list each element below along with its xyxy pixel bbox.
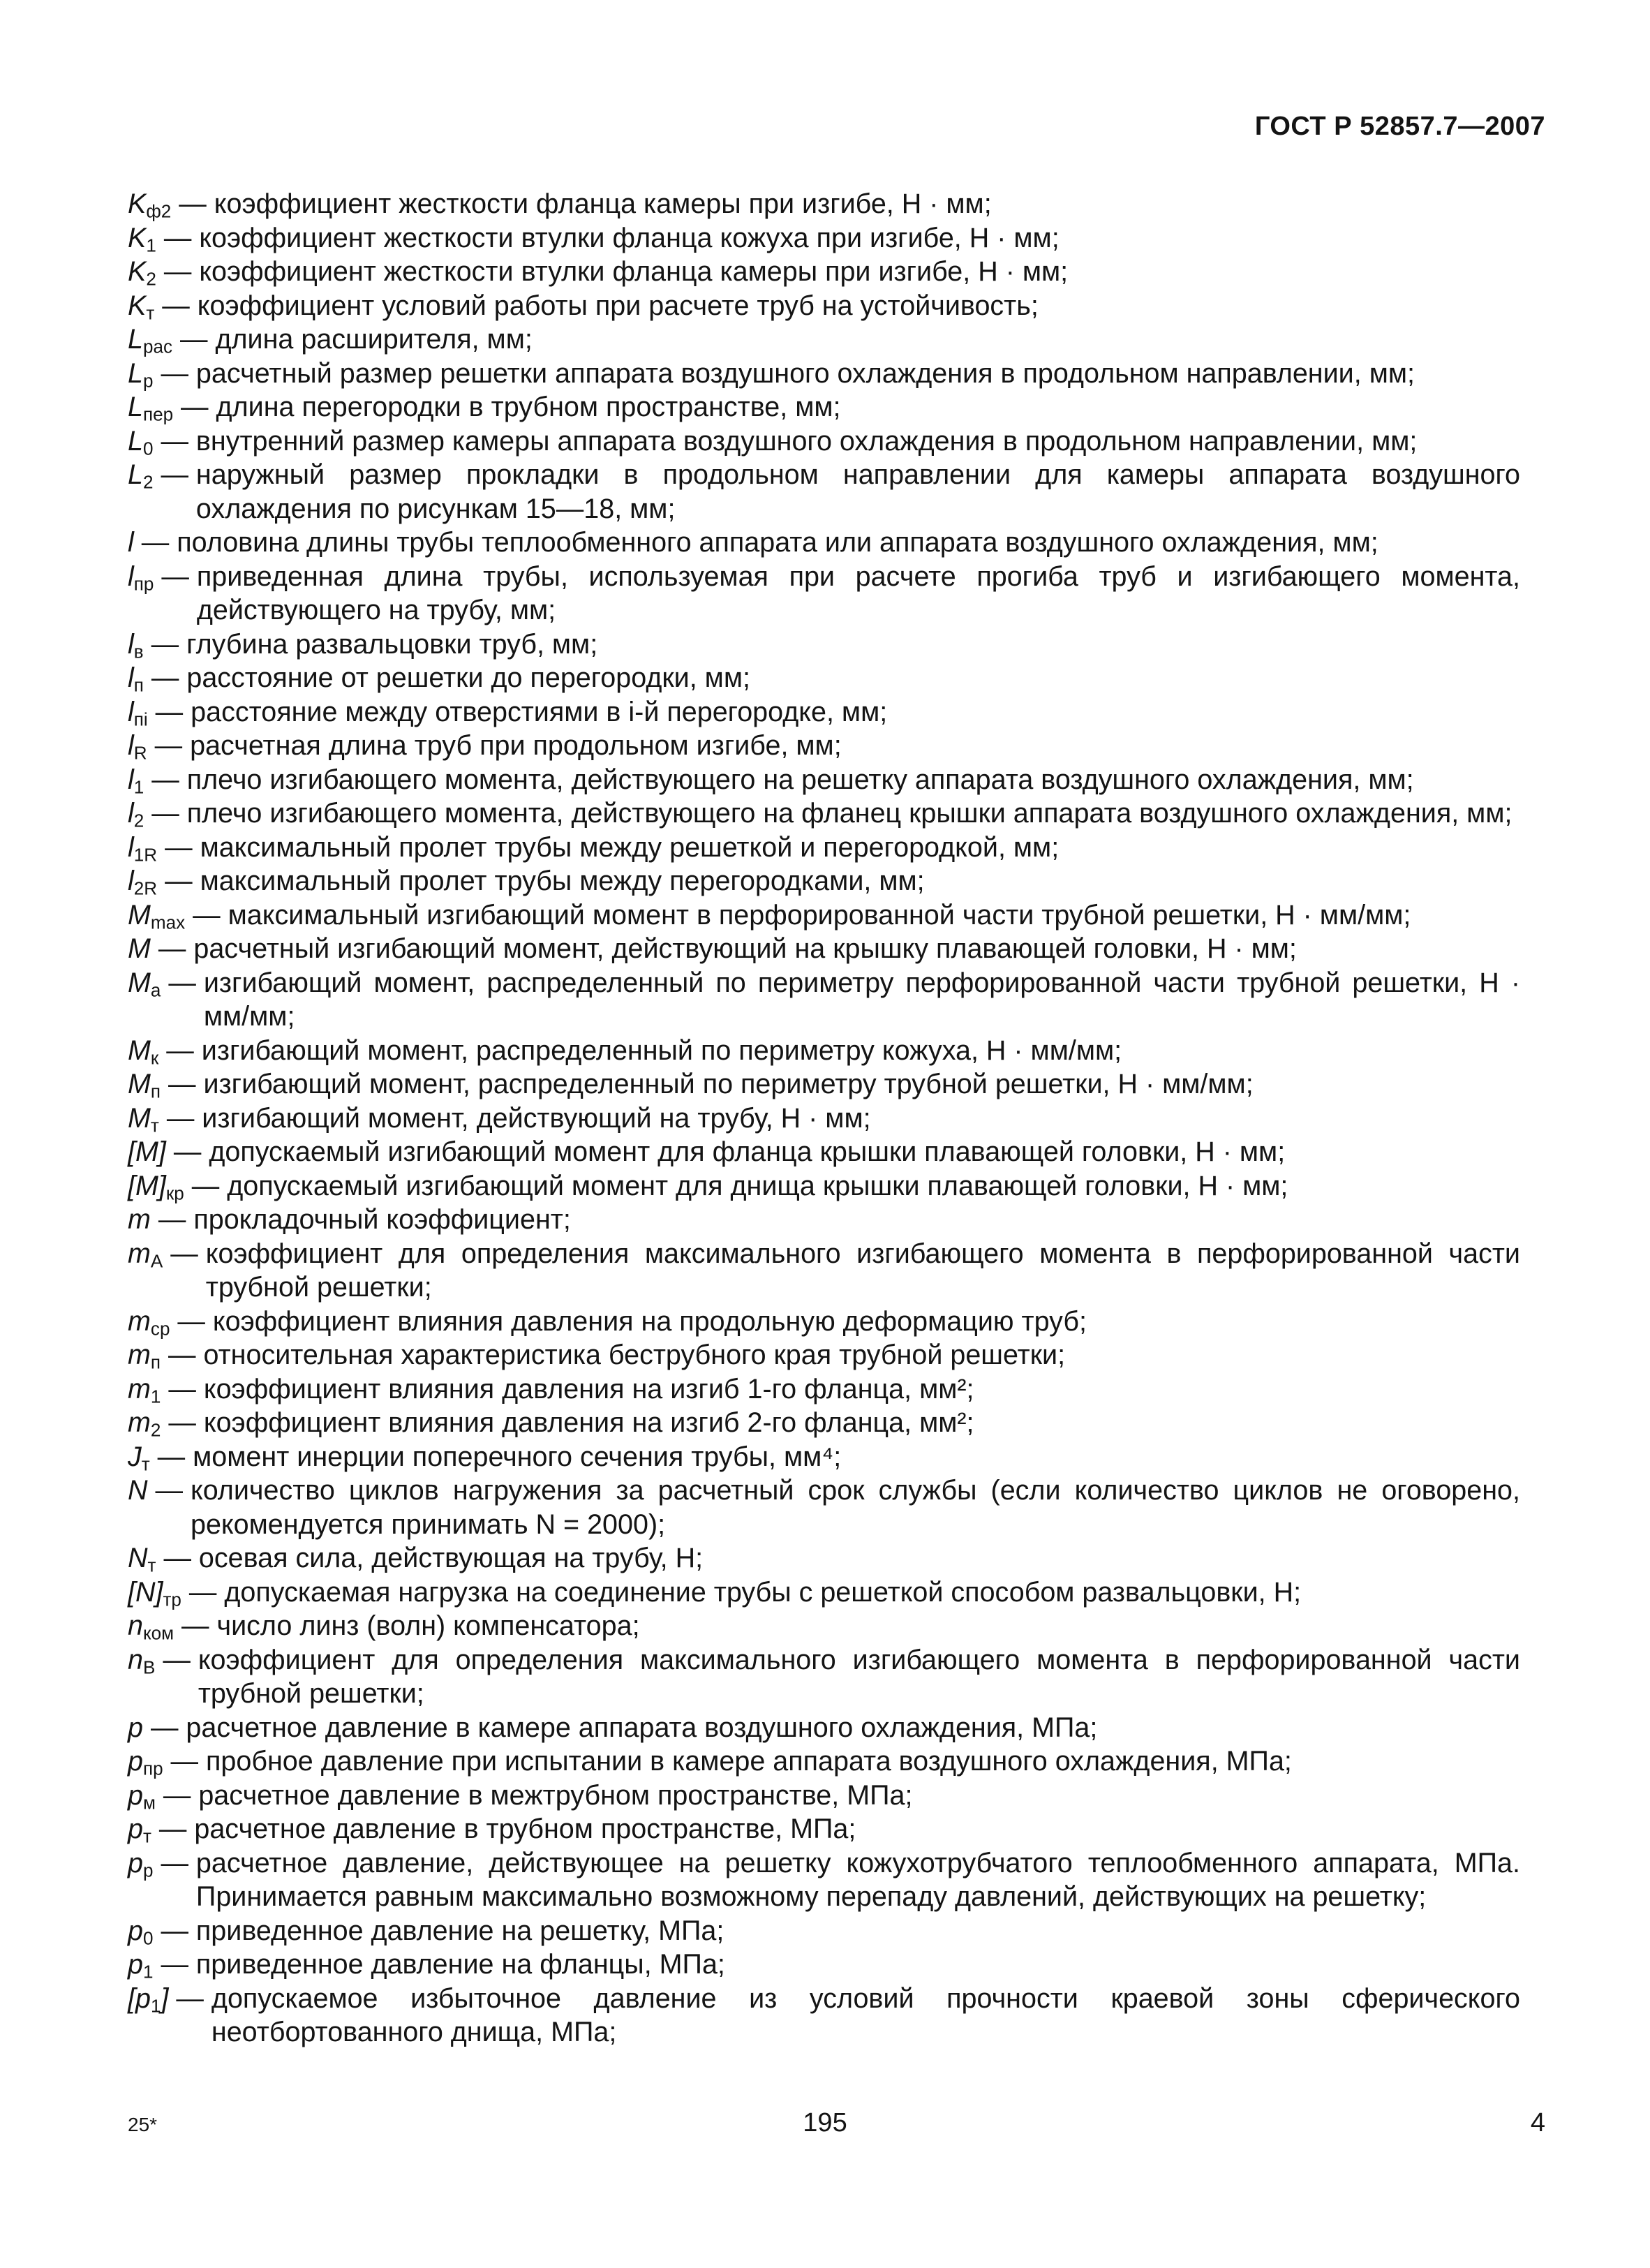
definition-text: внутренний размер камеры аппарата воздушного охлаждения в продольном направлении, мм;: [195, 425, 1418, 457]
definition-symbol: $p_{пр}$: [128, 1746, 163, 1779]
definition-item: $L_{рас}$ — длина расширителя, мм;: [128, 323, 1520, 357]
definition-symbol: $l_в$: [128, 628, 144, 662]
definition-text: изгибающий момент, действующий на трубу, Н · мм;: [202, 1102, 871, 1134]
definition-symbol: $p_0$: [128, 1915, 154, 1949]
definition-symbol: $L_2$: [128, 459, 154, 493]
definition-text: коэффициент условий работы при расчете труб на устойчивость;: [197, 290, 1039, 321]
definition-item: N — количество циклов нагружения за расчетный срок службы (если количество циклов не оговорено, рекомендуется принимать N = 2000);: [128, 1474, 1520, 1541]
definition-text: допускаемая нагрузка на соединение трубы с решеткой способом развальцовки, Н;: [224, 1576, 1302, 1608]
definition-text: коэффициент для определения максимального изгибающего момента в перфорированной части трубной решетки;: [198, 1644, 1520, 1709]
definition-text: момент инерции поперечного сечения трубы, мм⁴;: [193, 1441, 842, 1472]
definition-item: $m_2$ — коэффициент влияния давления на изгиб 2-го фланца, мм²;: [128, 1406, 1520, 1440]
definition-item: $L_{пер}$ — длина перегородки в трубном пространстве, мм;: [128, 390, 1520, 424]
definition-symbol: $M_т$: [128, 1102, 159, 1136]
definition-item: $M_т$ — изгибающий момент, действующий на трубу, Н · мм;: [128, 1102, 1520, 1136]
definition-item: $M_п$ — изгибающий момент, распределенный по периметру трубной решетки, Н · мм/мм;: [128, 1067, 1520, 1102]
definition-symbol: $K_2$: [128, 256, 156, 290]
definition-symbol: $M_a$: [128, 967, 161, 1001]
definition-text: расстояние между отверстиями в i-й перегородке, мм;: [191, 696, 888, 727]
definition-text: количество циклов нагружения за расчетный срок службы (если количество циклов не оговорено, рекомендуется принимать N = 2000);: [190, 1475, 1520, 1540]
definition-symbol: $J_т$: [128, 1441, 150, 1475]
definition-text: коэффициент жесткости втулки фланца кожуха при изгибе, Н · мм;: [199, 222, 1060, 253]
definition-item: $l_п$ — расстояние от решетки до перегородки, мм;: [128, 661, 1520, 695]
footer-section-page: 4: [1530, 2108, 1545, 2137]
definition-text: плечо изгибающего момента, действующего на фланец крышки аппарата воздушного охлаждения, мм;: [186, 798, 1512, 829]
definition-symbol: $[p_1]$: [128, 1982, 169, 2017]
definition-item: [M] — допускаемый изгибающий момент для фланца крышки плавающей головки, Н · мм;: [128, 1135, 1520, 1169]
definition-symbol: $L_{рас}$: [128, 324, 172, 357]
footer-sheet-mark: 25*: [128, 2114, 158, 2135]
definition-symbol: $l_R$: [128, 730, 147, 764]
definition-item: $p_0$ — приведенное давление на решетку, МПа;: [128, 1914, 1520, 1948]
definition-symbol: $l_{пi}$: [128, 696, 148, 730]
definition-item: $l_R$ — расчетная длина труб при продольном изгибе, мм;: [128, 729, 1520, 763]
definition-symbol: $l_1$: [128, 764, 144, 798]
definition-item: $[M]_{кр}$ — допускаемый изгибающий момент для днища крышки плавающей головки, Н · мм;: [128, 1169, 1520, 1203]
definition-text: расчетное давление в трубном пространстве, МПа;: [194, 1814, 856, 1844]
footer-page-number: 195: [803, 2108, 847, 2137]
definition-text: допускаемый изгибающий момент для фланца крышки плавающей головки, Н · мм;: [209, 1136, 1286, 1167]
definition-item: $l_2$ — плечо изгибающего момента, действующего на фланец крышки аппарата воздушного охлаждения, мм;: [128, 796, 1520, 831]
definition-item: $J_т$ — момент инерции поперечного сечения трубы, мм⁴;: [128, 1440, 1520, 1474]
definition-item: $l_{2R}$ — максимальный пролет трубы между перегородками, мм;: [128, 864, 1520, 898]
definition-text: расчетное давление в камере аппарата воздушного охлаждения, МПа;: [186, 1712, 1098, 1743]
definition-text: расчетный изгибающий момент, действующий на крышку плавающей головки, Н · мм;: [193, 933, 1297, 964]
definition-symbol: $l_{2R}$: [128, 866, 158, 899]
definition-text: коэффициент влияния давления на продольную деформацию труб;: [212, 1305, 1087, 1337]
definition-symbol: $K_т$: [128, 290, 155, 324]
definitions-list: [128, 187, 1520, 2050]
definition-text: половина длины трубы теплообменного аппарата или аппарата воздушного охлаждения, мм;: [177, 527, 1378, 558]
definition-item: $p_т$ — расчетное давление в трубном пространстве, МПа;: [128, 1812, 1520, 1846]
definition-symbol: $m_{ср}$: [128, 1305, 170, 1340]
definition-text: приведенное давление на фланцы, МПа;: [195, 1949, 725, 1980]
definition-text: максимальный изгибающий момент в перфорированной части трубной решетки, Н · мм/мм;: [228, 899, 1411, 931]
definition-symbol: $p_р$: [128, 1847, 154, 1881]
definition-item: $n_{ком}$ — число линз (волн) компенсатора;: [128, 1609, 1520, 1643]
definition-text: прокладочный коэффициент;: [193, 1204, 571, 1235]
definition-symbol: $n_B$: [128, 1644, 156, 1678]
definition-text: осевая сила, действующая на трубу, Н;: [198, 1543, 704, 1573]
definition-item: $[N]_{тр}$ — допускаемая нагрузка на соединение трубы с решеткой способом развальцовки, Н;: [128, 1576, 1520, 1610]
definition-item: $n_B$ — коэффициент для определения максимального изгибающего момента в перфорированной части трубной решетки;: [128, 1643, 1520, 1711]
definition-text: наружный размер прокладки в продольном направлении для камеры аппарата воздушного охлаждения по рисункам 15—18, мм;: [195, 459, 1520, 524]
definition-text: изгибающий момент, распределенный по периметру перфорированной части трубной решетки, Н · мм/мм;: [203, 967, 1520, 1032]
definition-text: число линз (волн) компенсатора;: [216, 1610, 640, 1641]
definition-symbol: $m_A$: [128, 1238, 163, 1272]
definition-text: допускаемое избыточное давление из условий прочности краевой зоны сферического неотбортованного днища, МПа;: [211, 1982, 1520, 2047]
definition-item: M — расчетный изгибающий момент, действующий на крышку плавающей головки, Н · мм;: [128, 932, 1520, 966]
definition-symbol: $l_п$: [128, 662, 144, 696]
definition-text: приведенное давление на решетку, МПа;: [195, 1915, 724, 1946]
definition-text: длина расширителя, мм;: [215, 324, 533, 355]
definition-text: максимальный пролет трубы между перегородками, мм;: [200, 866, 925, 896]
definition-item: $m_п$ — относительная характеристика беструбного края трубной решетки;: [128, 1338, 1520, 1372]
definition-item: p — расчетное давление в камере аппарата воздушного охлаждения, МПа;: [128, 1711, 1520, 1745]
definition-item: $K_2$ — коэффициент жесткости втулки фланца камеры при изгибе, Н · мм;: [128, 255, 1520, 289]
definition-text: максимальный пролет трубы между решеткой и перегородкой, мм;: [200, 831, 1060, 863]
definition-item: $L_2$ — наружный размер прокладки в продольном направлении для камеры аппарата воздушного охлаждения по рисункам 15—18, мм;: [128, 458, 1520, 526]
definition-symbol: p: [128, 1712, 143, 1743]
definition-symbol: N: [128, 1475, 148, 1506]
definition-item: $M_к$ — изгибающий момент, распределенный по периметру кожуха, Н · мм/мм;: [128, 1034, 1520, 1068]
definition-item: $l_1$ — плечо изгибающего момента, действующего на решетку аппарата воздушного охлаждения, мм;: [128, 763, 1520, 797]
definition-symbol: $p_1$: [128, 1949, 154, 1982]
definition-item: $l_{пi}$ — расстояние между отверстиями в i-й перегородке, мм;: [128, 695, 1520, 729]
definition-text: коэффициент жесткости втулки фланца камеры при изгибе, Н · мм;: [199, 256, 1069, 287]
definition-item: $L_0$ — внутренний размер камеры аппарата воздушного охлаждения в продольном направлении, мм;: [128, 424, 1520, 459]
definition-text: глубина развальцовки труб, мм;: [186, 628, 598, 660]
definition-symbol: $l_{пр}$: [128, 561, 154, 595]
definition-symbol: $K_1$: [128, 222, 156, 256]
definition-item: $m_1$ — коэффициент влияния давления на изгиб 1-го фланца, мм²;: [128, 1372, 1520, 1407]
definition-symbol: $N_т$: [128, 1543, 156, 1576]
definition-text: расчетное давление, действующее на решетку кожухотрубчатого теплообменного аппарата, МПа. Принимается равным максимально возможному перепаду давлений, действующих на решетку;: [195, 1847, 1520, 1912]
definition-item: $m_A$ — коэффициент для определения максимального изгибающего момента в перфорированной части трубной решетки;: [128, 1237, 1520, 1305]
definition-symbol: $L_р$: [128, 357, 154, 392]
definition-item: $K_1$ — коэффициент жесткости втулки фланца кожуха при изгибе, Н · мм;: [128, 221, 1520, 255]
definition-text: коэффициент влияния давления на изгиб 2-го фланца, мм²;: [203, 1407, 974, 1438]
definition-symbol: $l_2$: [128, 798, 144, 831]
definition-text: приведенная длина трубы, используемая при расчете прогиба труб и изгибающего момента, действующего на трубу, мм;: [196, 561, 1520, 625]
definition-text: расчетная длина труб при продольном изгибе, мм;: [190, 730, 842, 761]
definition-item: $N_т$ — осевая сила, действующая на трубу, Н;: [128, 1541, 1520, 1576]
definition-symbol: $M_к$: [128, 1035, 159, 1069]
definition-item: $p_{пр}$ — пробное давление при испытании в камере аппарата воздушного охлаждения, МПа;: [128, 1744, 1520, 1779]
definition-symbol: $p_т$: [128, 1814, 151, 1847]
definition-symbol: $[N]_{тр}$: [128, 1576, 181, 1610]
definition-text: коэффициент жесткости фланца камеры при изгибе, Н · мм;: [214, 188, 992, 219]
definition-item: $p_м$ — расчетное давление в межтрубном пространстве, МПа;: [128, 1779, 1520, 1813]
definition-text: расчетный размер решетки аппарата воздушного охлаждения в продольном направлении, мм;: [195, 357, 1415, 389]
definition-item: $l_{пр}$ — приведенная длина трубы, используемая при расчете прогиба труб и изгибающего момента, действующего на трубу, мм;: [128, 560, 1520, 628]
definition-item: $p_р$ — расчетное давление, действующее на решетку кожухотрубчатого теплообменного аппарата, МПа. Принимается равным максимально возможному перепаду давлений, действующих на решетку;: [128, 1846, 1520, 1914]
definition-text: расстояние от решетки до перегородки, мм;: [186, 662, 750, 693]
definition-symbol: $M_п$: [128, 1069, 161, 1102]
definition-text: пробное давление при испытании в камере аппарата воздушного охлаждения, МПа;: [206, 1746, 1292, 1777]
definition-item: $L_р$ — расчетный размер решетки аппарата воздушного охлаждения в продольном направлении, мм;: [128, 357, 1520, 391]
definition-item: l — половина длины трубы теплообменного аппарата или аппарата воздушного охлаждения, мм;: [128, 526, 1520, 560]
definition-symbol: [M]: [128, 1136, 166, 1167]
definition-item: $l_{1R}$ — максимальный пролет трубы между решеткой и перегородкой, мм;: [128, 831, 1520, 865]
definition-symbol: $L_{пер}$: [128, 392, 174, 425]
definition-symbol: $[M]_{кр}$: [128, 1170, 184, 1204]
definition-text: коэффициент для определения максимального изгибающего момента в перфорированной части трубной решетки;: [205, 1238, 1520, 1303]
definition-symbol: $l_{1R}$: [128, 831, 158, 866]
definition-text: расчетное давление в межтрубном пространстве, МПа;: [198, 1779, 913, 1811]
definition-symbol: M: [128, 933, 151, 964]
definition-symbol: l: [128, 527, 134, 558]
definition-item: $l_в$ — глубина развальцовки труб, мм;: [128, 628, 1520, 662]
definition-symbol: $p_м$: [128, 1779, 156, 1814]
definition-text: длина перегородки в трубном пространстве, мм;: [216, 392, 841, 422]
definition-symbol: $m_п$: [128, 1340, 161, 1373]
definition-item: $p_1$ — приведенное давление на фланцы, МПа;: [128, 1948, 1520, 1982]
definition-symbol: m: [128, 1204, 151, 1235]
definition-text: относительная характеристика беструбного края трубной решетки;: [203, 1340, 1066, 1370]
definition-symbol: $m_1$: [128, 1373, 161, 1407]
definition-item: $m_{ср}$ — коэффициент влияния давления на продольную деформацию труб;: [128, 1305, 1520, 1339]
definition-symbol: $n_{ком}$: [128, 1610, 174, 1644]
definition-symbol: $M_{max}$: [128, 899, 186, 933]
definition-text: коэффициент влияния давления на изгиб 1-го фланца, мм²;: [203, 1373, 974, 1404]
definition-item: $K_т$ — коэффициент условий работы при расчете труб на устойчивость;: [128, 289, 1520, 323]
definition-text: изгибающий момент, распределенный по периметру кожуха, Н · мм/мм;: [201, 1035, 1122, 1066]
definition-item: $K_{ф2}$ — коэффициент жесткости фланца камеры при изгибе, Н · мм;: [128, 187, 1520, 221]
document-header: ГОСТ Р 52857.7—2007: [1254, 112, 1545, 141]
definition-item: $M_{max}$ — максимальный изгибающий момент в перфорированной части трубной решетки, Н · мм/мм;: [128, 898, 1520, 933]
definition-symbol: $K_{ф2}$: [128, 188, 172, 222]
definition-text: изгибающий момент, распределенный по периметру трубной решетки, Н · мм/мм;: [203, 1069, 1254, 1099]
definition-text: плечо изгибающего момента, действующего на решетку аппарата воздушного охлаждения, мм;: [186, 764, 1414, 795]
definition-symbol: $m_2$: [128, 1407, 161, 1441]
definition-item: $[p_1]$ — допускаемое избыточное давление из условий прочности краевой зоны сферического неотбортованного днища, МПа;: [128, 1982, 1520, 2050]
definition-symbol: $L_0$: [128, 425, 154, 459]
definition-text: допускаемый изгибающий момент для днища крышки плавающей головки, Н · мм;: [227, 1170, 1288, 1201]
definition-item: $M_a$ — изгибающий момент, распределенный по периметру перфорированной части трубной решетки, Н · мм/мм;: [128, 966, 1520, 1034]
definition-item: m — прокладочный коэффициент;: [128, 1203, 1520, 1237]
